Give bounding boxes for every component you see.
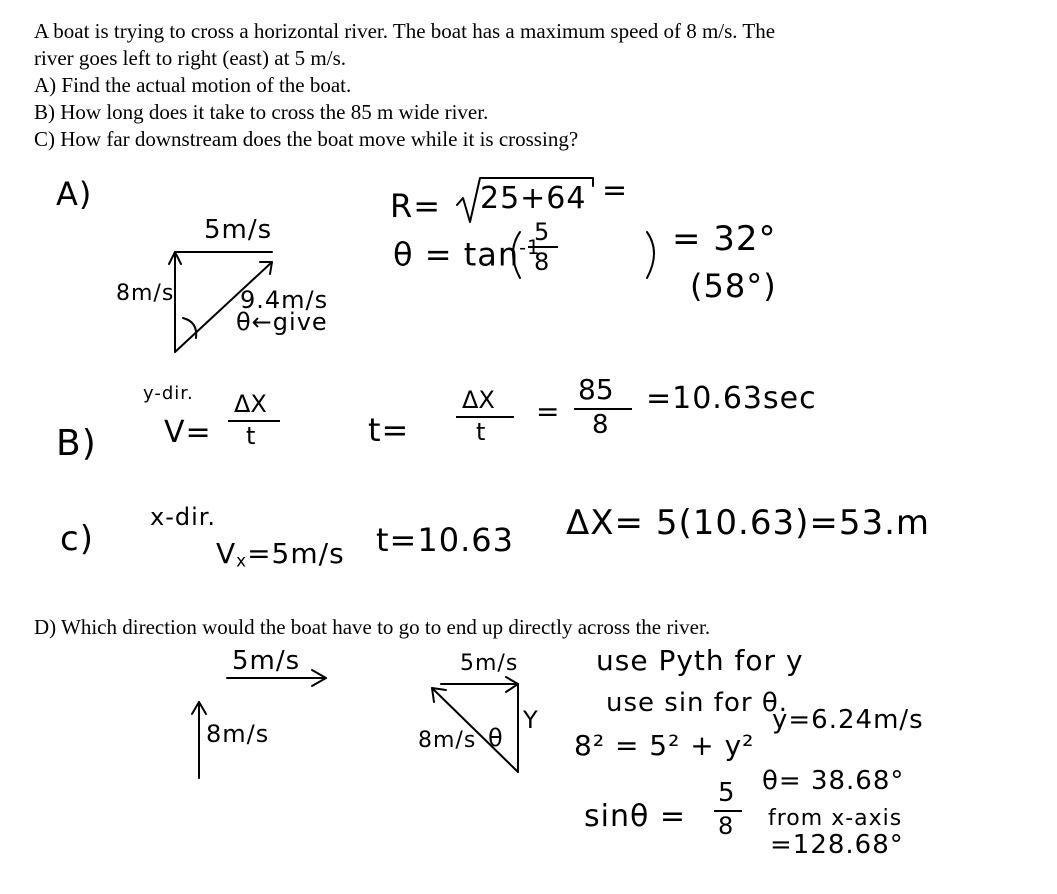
theta-tan-text: θ = tan	[393, 235, 520, 274]
vx-v: V	[216, 537, 237, 570]
sin-fraction-num: 5	[718, 778, 735, 808]
pyth-equation: 8² = 5² + y²	[574, 729, 755, 762]
r-prefix: R=	[390, 187, 442, 225]
t-fraction-num: ΔX	[462, 386, 495, 414]
vx-equation	[216, 537, 345, 571]
question-d: D) Which direction would the boat have to go to end up directly across the river.	[34, 615, 711, 639]
use-sin-note: use sin for θ.	[606, 688, 788, 718]
y-result: y=6.24m/s	[772, 705, 924, 735]
theta-d-mid: θ	[488, 724, 504, 752]
y-label-d-mid: Y	[523, 706, 539, 734]
r-equals: =	[602, 173, 629, 208]
speed-result-a: 9.4m/s	[240, 286, 329, 314]
speed-8ms-a: 8m/s	[116, 281, 175, 306]
theta-fraction-num: 5	[534, 218, 550, 246]
x-dir-note: x-dir.	[150, 503, 217, 531]
theta-alt-a: (58°)	[690, 267, 777, 305]
question-a: A) Find the actual motion of the boat.	[34, 73, 352, 97]
value-fraction-num: 85	[578, 373, 614, 406]
t-eq-sign: =	[536, 395, 561, 428]
problem-line-1: A boat is trying to cross a horizontal river. The boat has a maximum speed of 8 m/s. The	[34, 19, 776, 43]
t-equals: t=	[368, 411, 410, 449]
theta-give-note: θ←give	[236, 308, 328, 336]
t-fraction-den: t	[476, 418, 486, 446]
y-dir-note: y-dir.	[143, 383, 194, 404]
r-radicand: 25+64	[480, 181, 587, 216]
label-c: c)	[60, 519, 94, 559]
value-fraction-den: 8	[592, 410, 609, 440]
theta-fraction-den: 8	[534, 248, 550, 276]
from-x-axis-note: from x-axis	[768, 806, 903, 831]
sin-equation: sinθ =	[584, 799, 687, 834]
final-angle: =128.68°	[770, 830, 904, 860]
v-fraction-den: t	[246, 422, 256, 450]
problem-line-2: river goes left to right (east) at 5 m/s.	[34, 46, 346, 70]
theta-result-d: θ= 38.68°	[762, 766, 905, 796]
vx-subscript: x	[236, 550, 248, 571]
speed-8ms-d-mid: 8m/s	[418, 728, 477, 753]
paren-right	[647, 232, 654, 278]
vx-rest: =5m/s	[247, 537, 345, 570]
question-c: C) How far downstream does the boat move while it is crossing?	[34, 127, 579, 151]
speed-8ms-d-left: 8m/s	[206, 720, 270, 748]
t-fraction-bar	[456, 416, 514, 418]
v-equals: V=	[164, 415, 212, 450]
speed-5ms-d-mid: 5m/s	[460, 651, 519, 676]
time-result: =10.63sec	[646, 381, 817, 416]
vector-triangle-d	[432, 677, 518, 772]
use-pyth-note: use Pyth for y	[596, 644, 804, 677]
label-a: A)	[56, 175, 93, 213]
theta-tan-prefix	[393, 235, 541, 274]
speed-5ms-a: 5m/s	[204, 215, 273, 245]
t-value-c: t=10.63	[376, 521, 514, 559]
speed-5ms-d-left: 5m/s	[232, 646, 301, 676]
dx-result: ΔX= 5(10.63)=53.m	[566, 503, 931, 543]
sin-fraction-den: 8	[718, 812, 734, 840]
v-fraction-num: ΔX	[234, 390, 267, 418]
theta-result-a: = 32°	[672, 219, 777, 259]
question-b: B) How long does it take to cross the 85 m wide river.	[34, 100, 489, 124]
theta-tan-exponent: -1	[519, 236, 541, 259]
label-b: B)	[56, 423, 97, 464]
